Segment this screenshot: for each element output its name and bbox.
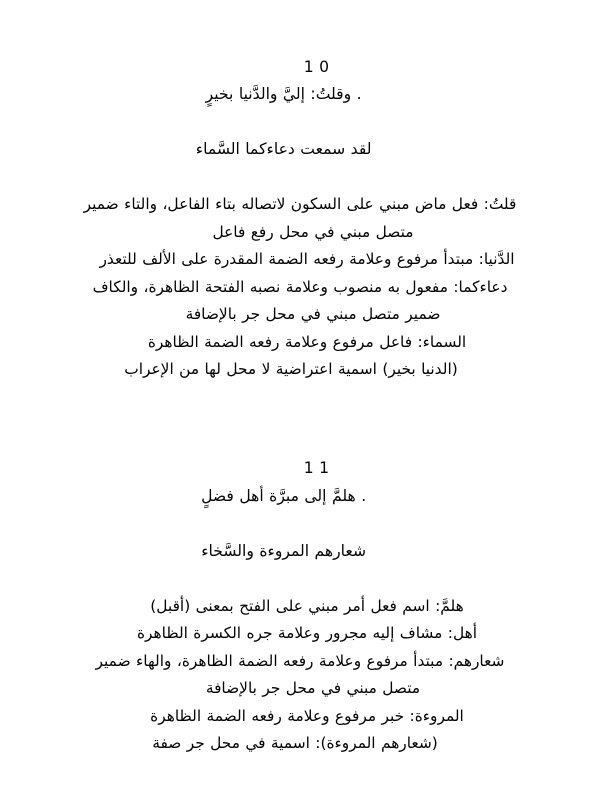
verse-first-hemistich-10: . وقلتُ: إليَّ والدَّنيا بخيرٍ: [205, 85, 362, 103]
analysis-line: شعارهم: مبتدأ مرفوع وعلامة رفعه الضمة الظاهرة، والهاء ضمير: [95, 651, 505, 670]
exercise-number-10: 1 0: [303, 57, 330, 76]
verse-first-hemistich-11: . هلمَّ إلى مبرَّة أهل فضلٍ: [201, 486, 367, 505]
analysis-line: المروءة: خبر مرفوع وعلامة رفعه الضمة الظاهرة: [150, 706, 464, 725]
analysis-line: هلمَّ: اسم فعل أمر مبني على الفتح بمعنى (أقبل): [150, 596, 464, 615]
section-spacer: [14, 384, 586, 428]
analysis-line: السماء: فاعل مرفوع وعلامة رفعه الضمة الظاهرة: [147, 332, 467, 351]
verse-line-11: [14, 428, 586, 593]
analysis-line: متصل مبني في محل رفع فاعل: [212, 222, 414, 241]
analysis-line: (الدنيا بخير) اسمية اعتراضية لا محل لها من الإعراب: [124, 360, 458, 378]
exercise-number-11: 1 1: [303, 459, 330, 477]
verse-second-hemistich-10: لقد سمعت دعاءكما السَّماء: [195, 140, 372, 158]
analysis-line: ضمير متصل مبني في محل جر بالإضافة: [185, 305, 441, 323]
verse-line-10: [14, 26, 586, 191]
analysis-line: قلتُ: فعل ماض مبني على السكون لاتصاله بتاء الفاعل، والتاء ضمير: [83, 195, 517, 213]
analysis-line: (شعارهم المروءة): اسمية في محل جر صفة: [152, 734, 438, 752]
analysis-line: دعاءكما: مفعول به منصوب وعلامة نصبه الفتحة الظاهرة، والكاف: [92, 277, 508, 296]
exercise-block-10: [14, 26, 586, 384]
analysis-line: أهل: مشاف إليه مجرور وعلامة جره الكسرة الظاهرة: [136, 624, 478, 642]
verse-second-hemistich-11: شعارهم المروءة والسَّخاء: [201, 541, 367, 560]
analysis-line: متصل مبني في محل جر بالإضافة: [205, 679, 421, 697]
analysis-line: الدَّنيا: مبتدأ مرفوع وعلامة رفعه الضمة المقدرة على الألف للتعذر: [99, 250, 515, 268]
exercise-block-11: [14, 428, 586, 758]
